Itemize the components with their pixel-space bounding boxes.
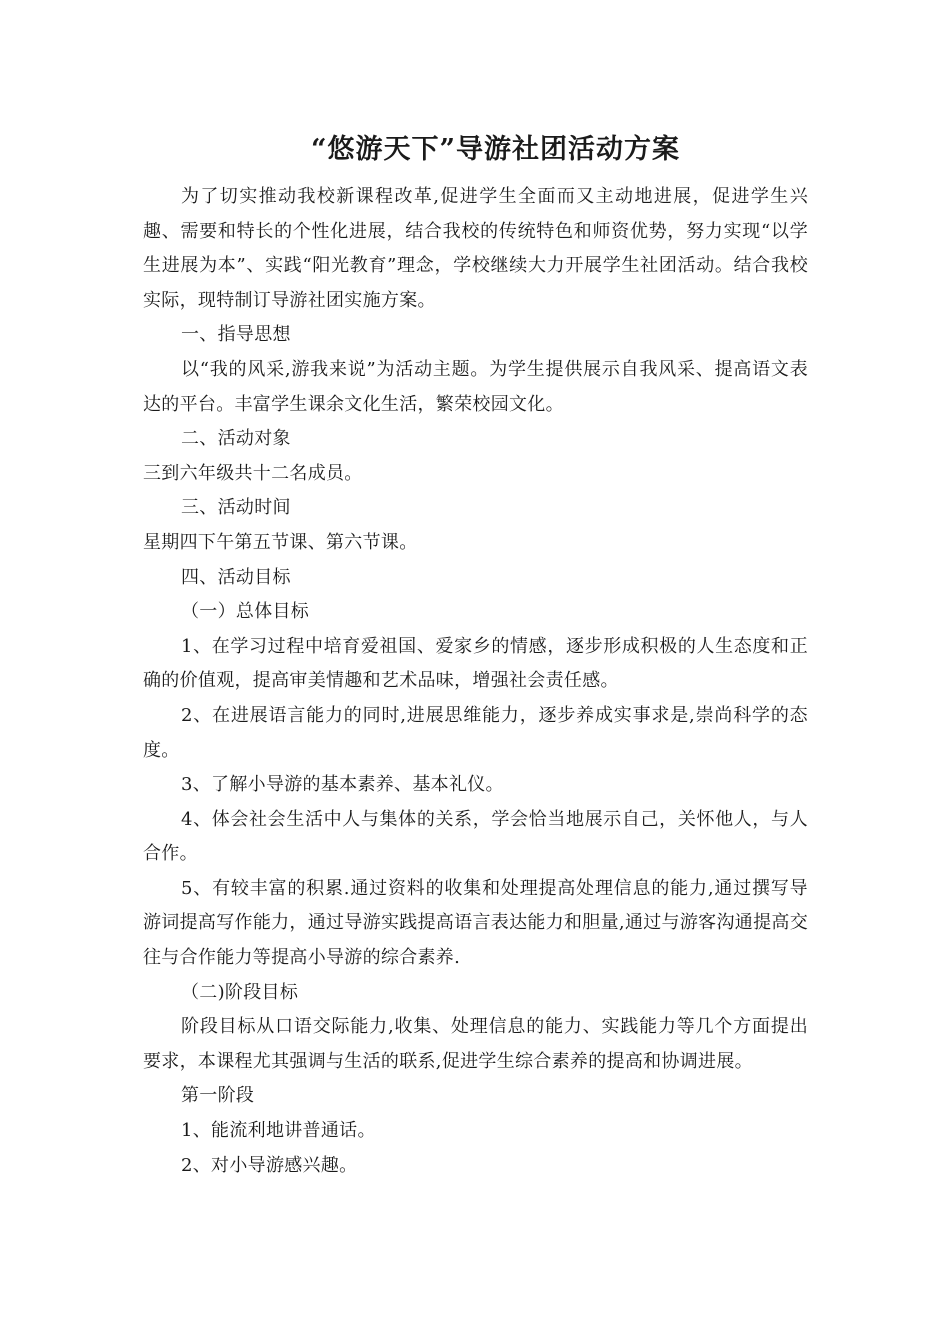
document-page — [143, 130, 808, 1183]
section-body-activity-time: 星期四下午第五节课、第六节课。 — [143, 531, 418, 553]
section-heading-activity-time: 三、活动时间 — [181, 497, 291, 519]
stage-item-2: 2、对小导游感兴趣。 — [181, 1154, 358, 1176]
section-body-guiding-thought: 以“我的风采,游我来说”为活动主题。为学生提供展示自我风采、提高语文表达的平台。丰富学生课余文化生活，繁荣校园文化。 — [143, 358, 808, 415]
subsection-heading-overall-goals: （一）总体目标 — [181, 601, 310, 623]
document-title: “悠游天下”导游社团活动方案 — [310, 134, 681, 165]
section-heading-activity-goals: 四、活动目标 — [181, 566, 291, 588]
subsection-body-stage-goals: 阶段目标从口语交际能力,收集、处理信息的能力、实践能力等几个方面提出要求，本课程尤其强调与生活的联系,促进学生综合素养的提高和协调进展。 — [143, 1016, 808, 1072]
goal-item-5: 5、有较丰富的积累.通过资料的收集和处理提高处理信息的能力,通过撰写导游词提高写作能力，通过导游实践提高语言表达能力和胆量,通过与游客沟通提高交往与合作能力等提高小导游的综合素养. — [143, 877, 808, 969]
section-heading-activity-target: 二、活动对象 — [181, 428, 291, 450]
section-body-activity-target: 三到六年级共十二名成员。 — [143, 462, 363, 484]
goal-item-3: 3、了解小导游的基本素养、基本礼仪。 — [181, 774, 504, 796]
stage-heading-first: 第一阶段 — [181, 1085, 255, 1107]
stage-item-1: 1、能流利地讲普通话。 — [181, 1120, 376, 1142]
goal-item-4: 4、体会社会生活中人与集体的关系，学会恰当地展示自己，关怀他人，与人合作。 — [143, 808, 808, 865]
subsection-heading-stage-goals: （二)阶段目标 — [181, 981, 299, 1003]
goal-item-2: 2、在进展语言能力的同时,进展思维能力，逐步养成实事求是,崇尚科学的态度。 — [143, 704, 808, 761]
goal-item-1: 1、在学习过程中培育爱祖国、爱家乡的情感，逐步形成积极的人生态度和正确的价值观，提高审美情趣和艺术品味，增强社会责任感。 — [143, 635, 808, 692]
intro-paragraph: 为了切实推动我校新课程改革,促进学生全面而又主动地进展，促进学生兴趣、需要和特长的个性化进展，结合我校的传统特色和师资优势，努力实现“以学生进展为本”、实践“阳光教育”理念，学校继续大力开展学生社团活动。结合我校实际，现特制订导游社团实施方案。 — [143, 186, 808, 311]
section-heading-guiding-thought: 一、指导思想 — [181, 324, 291, 346]
